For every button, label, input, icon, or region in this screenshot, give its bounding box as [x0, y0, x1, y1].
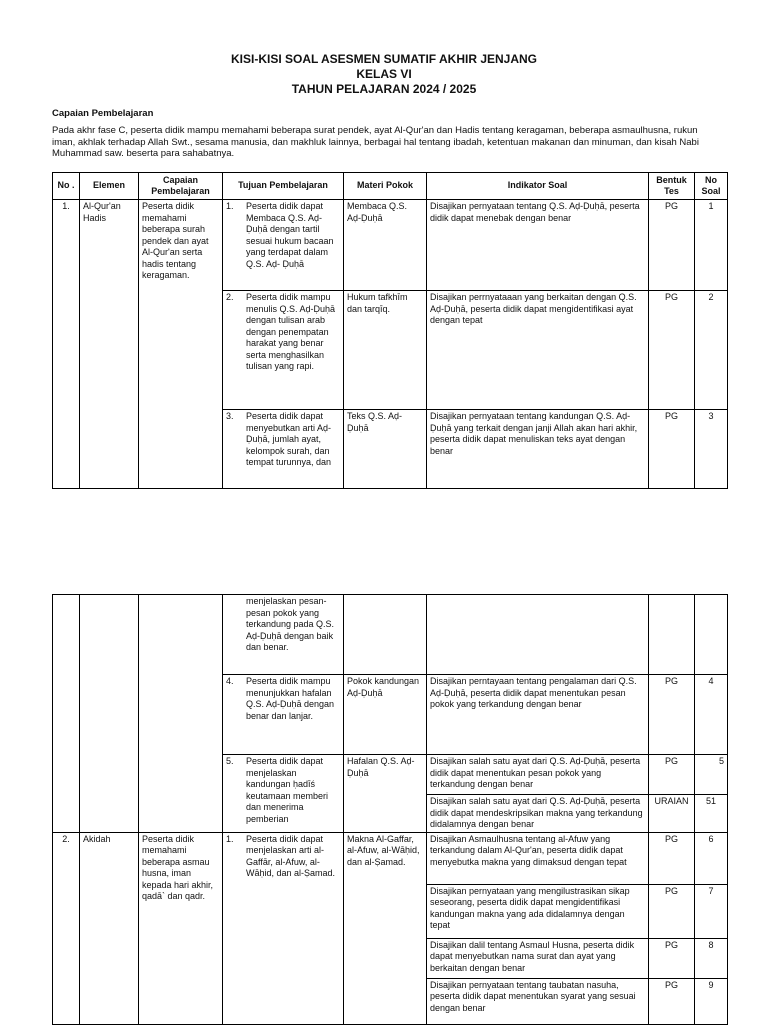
- row-capaian: Peserta didik memahami beberapa surah pendek dan ayat Al-Qur'an serta hadis tentang keragaman.: [139, 200, 223, 489]
- tp-text: Peserta didik mampu menulis Q.S. Aḍ-Ḍuḥā dengan tulisan arab dengan penempatan harakat yang benar serta menghasilkan tulisan yang rapi.: [246, 292, 336, 371]
- indikator-cell: Disajikan perrnyataaan yang berkaitan dengan Q.S. Aḍ-Ḍuḥā, peserta didik dapat mengidentifikasi ayat dengan tepat: [427, 291, 649, 410]
- capaian-text: Pada akhr fase C, peserta didik mampu memahami beberapa surat pendek, ayat Al-Qur'an dan Hadis tentang keragaman, beberapa asmaulhusna, rukun iman, akhlak terhadap Allah Swt., sesama manusia, dan makhluk lainnya, berbagai hal tentang ibadah, ketentuan makanan dan minuman, dan kisah Nabi Muhammad saw. beserta para sahabatnya.: [52, 125, 699, 159]
- bentuk-cell: [649, 595, 695, 675]
- document-title: [0, 52, 768, 97]
- tp-number: 5.: [226, 756, 234, 766]
- bentuk-cell: PG: [649, 832, 695, 884]
- tujuan-cell: [223, 675, 344, 755]
- header-materi: Materi Pokok: [344, 173, 427, 200]
- indikator-cell: Disajikan pernyataan tentang Q.S. Aḍ-Ḍuḥā, peserta didik dapat menebak dengan benar: [427, 200, 649, 291]
- tp-text: Peserta didik dapat menjelaskan arti al-Gaffār, al-Afuw, al-Wāḥid, dan al-Ṣamad.: [246, 833, 336, 878]
- tp-number: 1.: [226, 833, 234, 844]
- row-elemen-empty: [80, 595, 139, 833]
- row-no: 1.: [53, 200, 80, 489]
- title-line-2: KELAS VI: [356, 67, 412, 81]
- materi-cell: Membaca Q.S. Aḍ-Ḍuḥā: [344, 200, 427, 291]
- tp-text: menjelaskan pesan-pesan pokok yang terkandung pada Q.S. Aḍ-Ḍuḥā dengan baik dan benar.: [246, 596, 335, 652]
- nosoal-cell: 51: [695, 795, 728, 833]
- materi-cell: Makna Al-Gaffar, al-Afuw, al-Wāḥid, dan al-Ṣamad.: [344, 832, 427, 1024]
- materi-cell: Teks Q.S. Aḍ-Ḍuḥā: [344, 410, 427, 489]
- tp-text: Peserta didik dapat menyebutkan arti Aḍ-Ḍuḥā, jumlah ayat, kelompok surah, dan tempat turunnya, dan: [246, 411, 332, 467]
- header-indikator: Indikator Soal: [427, 173, 649, 200]
- row-elemen: Akidah: [80, 832, 139, 1024]
- nosoal-cell: 8: [695, 938, 728, 978]
- nosoal-cell: [695, 595, 728, 675]
- tujuan-cell: [223, 200, 344, 291]
- materi-cell: Pokok kandungan Aḍ-Ḍuḥā: [344, 675, 427, 755]
- bentuk-cell: PG: [649, 978, 695, 1024]
- table-row: [53, 595, 728, 675]
- bentuk-cell: PG: [649, 675, 695, 755]
- row-capaian-empty: [139, 595, 223, 833]
- row-elemen: Al-Qur'an Hadis: [80, 200, 139, 489]
- header-no: No .: [53, 173, 80, 200]
- materi-cell: Hafalan Q.S. Aḍ-Ḍuḥā: [344, 755, 427, 833]
- tujuan-cell: [223, 291, 344, 410]
- tujuan-cell: [223, 410, 344, 489]
- nosoal-cell: 4: [695, 675, 728, 755]
- header-tujuan: Tujuan Pembelajaran: [223, 173, 344, 200]
- table-header-row: [53, 173, 728, 200]
- indikator-cell: Disajikan pernyataan tentang kandungan Q.S. Aḍ-Ḍuḥā yang terkait dengan janji Allah akan hari akhir, peserta didik dapat menuliskan teks ayat dengan benar: [427, 410, 649, 489]
- tujuan-cell: [223, 595, 344, 675]
- materi-cell: [344, 595, 427, 675]
- header-capaian: Capaian Pembelajaran: [139, 173, 223, 200]
- header-bentuk: Bentuk Tes: [649, 173, 695, 200]
- tp-text: Peserta didik dapat Membaca Q.S. Aḍ-Ḍuḥā dengan tartil sesuai hukum bacaan yang terdapat dalam Q.S. Aḍ- Ḍuḥā: [246, 201, 334, 269]
- tp-text: Peserta didik dapat menjelaskan kandungan ḥadīś keutamaan memberi dan menerima pemberian: [246, 756, 329, 824]
- bentuk-cell: PG: [649, 755, 695, 795]
- bentuk-cell: URAIAN: [649, 795, 695, 833]
- tp-number: 4.: [226, 676, 234, 686]
- nosoal-cell: 6: [695, 832, 728, 884]
- row-no: 2.: [53, 832, 80, 1024]
- table-row: [53, 832, 728, 884]
- indikator-cell: Disajikan salah satu ayat dari Q.S. Aḍ-Ḍuḥā, peserta didik dapat mendeskripsikan makna yang terkandung didalamnya dengan benar: [427, 795, 649, 833]
- indikator-cell: Disajikan perntayaan tentang pengalaman dari Q.S. Aḍ-Ḍuḥā, peserta didik dapat menentukan pesan pokok yang terkandung dengan benar: [427, 675, 649, 755]
- bentuk-cell: PG: [649, 410, 695, 489]
- bentuk-cell: PG: [649, 884, 695, 938]
- tp-number: 1.: [226, 201, 234, 211]
- nosoal-cell: 9: [695, 978, 728, 1024]
- nosoal-cell: 5: [695, 755, 728, 795]
- row-no-empty: [53, 595, 80, 833]
- title-line-3: TAHUN PELAJARAN 2024 / 2025: [291, 82, 477, 96]
- indikator-cell: Disajikan dalil tentang Asmaul Husna, peserta didik dapat menyebutkan nama surat dan ayat yang berkaitan dengan benar: [427, 938, 649, 978]
- header-elemen: Elemen: [80, 173, 139, 200]
- tujuan-cell: [223, 755, 344, 833]
- tujuan-cell: [223, 832, 344, 1024]
- nosoal-cell: 1: [695, 200, 728, 291]
- indikator-cell: Disajikan pernyataan tentang taubatan nasuha, peserta didik dapat menentukan syarat yang sesuai dengan benar: [427, 978, 649, 1024]
- tp-number: 3.: [226, 411, 234, 421]
- indikator-cell: Disajikan Asmaulhusna tentang al-Afuw yang terkandung dalam Al-Qur'an, peserta didik dapat menyebutka makna yang dimaksud dengan tepat: [427, 832, 649, 884]
- nosoal-cell: 3: [695, 410, 728, 489]
- nosoal-cell: 2: [695, 291, 728, 410]
- bentuk-cell: PG: [649, 938, 695, 978]
- row-capaian: Peserta didik memahami beberapa asmau husna, iman kepada hari akhir, qadā` dan qadr.: [139, 832, 223, 1024]
- tp-number: 2.: [226, 292, 234, 302]
- header-nosoal: No Soal: [695, 173, 728, 200]
- indikator-cell: [427, 595, 649, 675]
- materi-cell: Hukum tafkhīm dan tarqīq.: [344, 291, 427, 410]
- nosoal-cell: 7: [695, 884, 728, 938]
- title-line-1: KISI-KISI SOAL ASESMEN SUMATIF AKHIR JENJANG: [230, 52, 538, 66]
- kisi-kisi-table-page-2: [52, 594, 728, 1025]
- kisi-kisi-table-page-1: [52, 172, 728, 489]
- tp-text: Peserta didik mampu menunjukkan hafalan Q.S. Aḍ-Ḍuḥā dengan benar dan lanjar.: [246, 676, 335, 721]
- table-row: [53, 200, 728, 291]
- indikator-cell: Disajikan salah satu ayat dari Q.S. Aḍ-Ḍuḥā, peserta didik dapat menentukan pesan pokok yang terkandung dengan benar: [427, 755, 649, 795]
- bentuk-cell: PG: [649, 291, 695, 410]
- capaian-heading: Capaian Pembelajaran: [52, 108, 154, 119]
- bentuk-cell: PG: [649, 200, 695, 291]
- indikator-cell: Disajikan pernyataan yang mengilustrasikan sikap seseorang, peserta didik dapat mengidentifikasi kandungan makna yang ada didalamnya dengan tepat: [427, 884, 649, 938]
